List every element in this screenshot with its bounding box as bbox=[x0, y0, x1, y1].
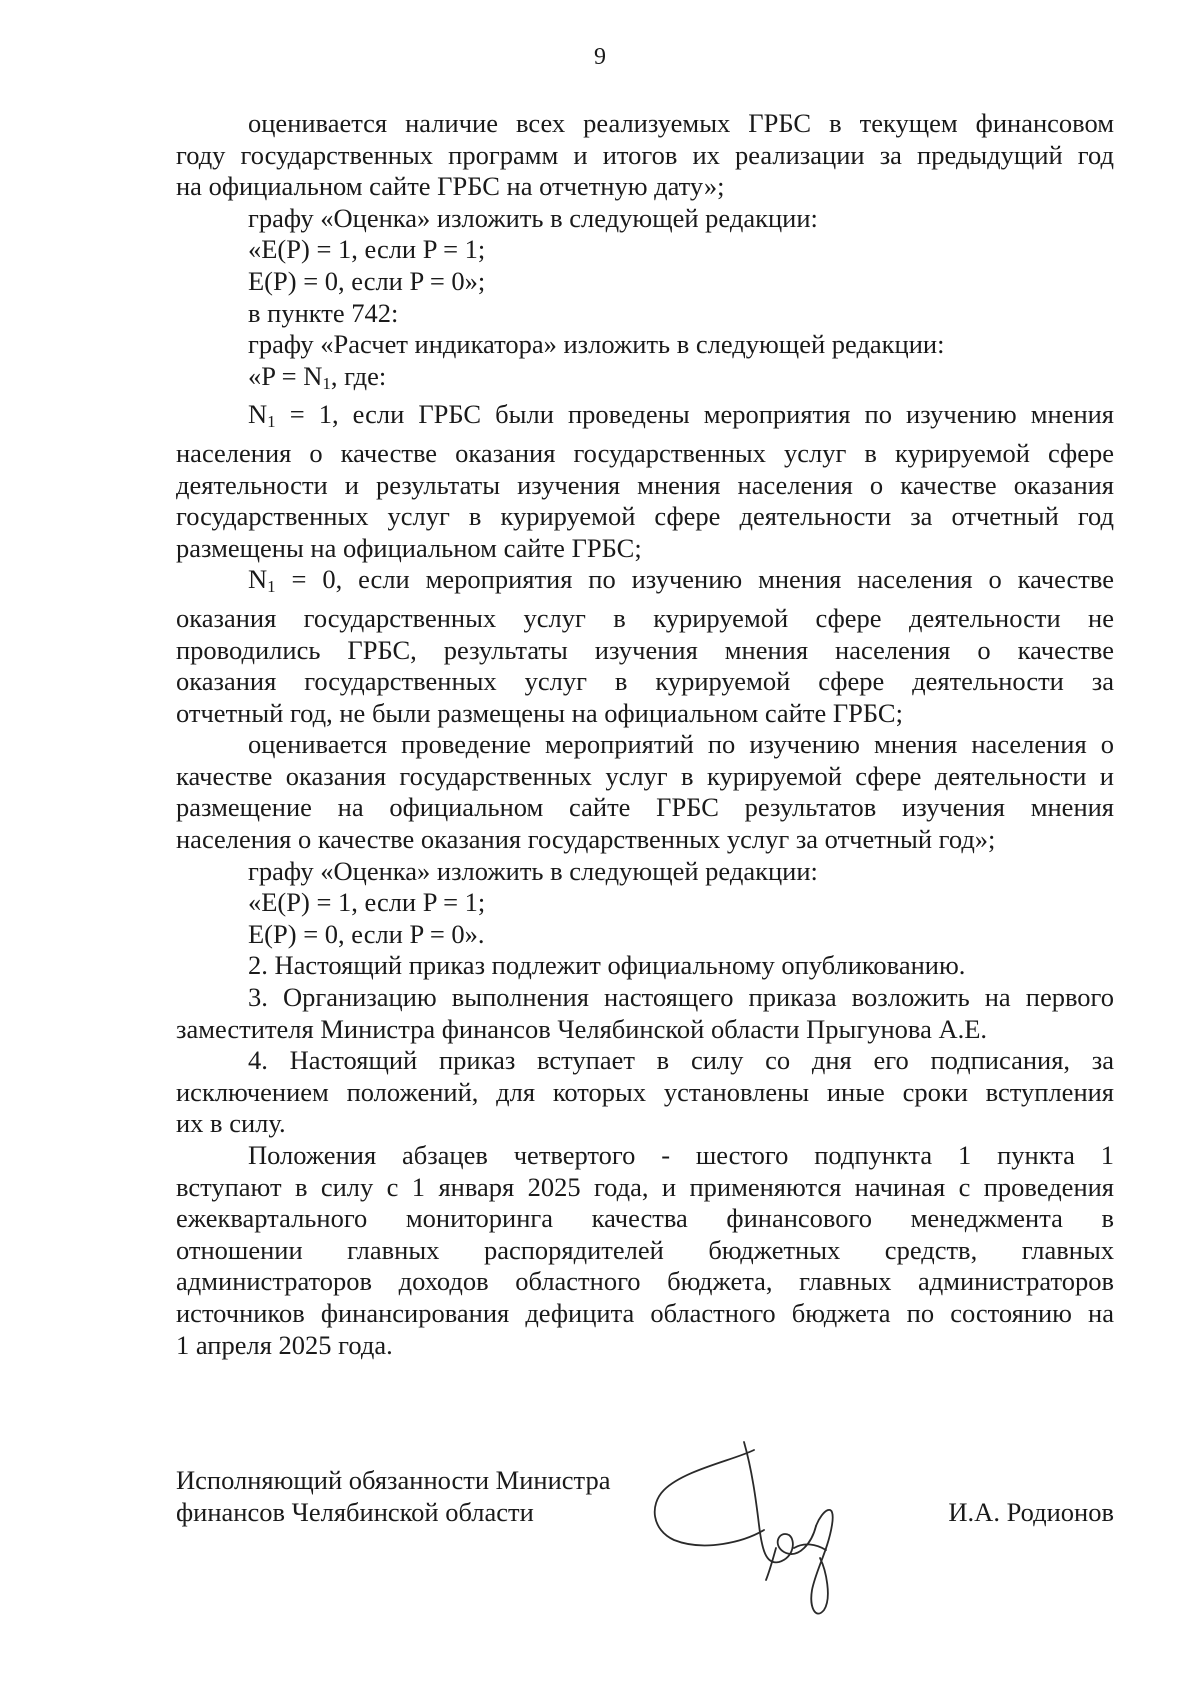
body-line: источников финансирования дефицита областного бюджета по состоянию на bbox=[176, 1297, 1114, 1328]
body-line: деятельности и результаты изучения мнения населения о качестве оказания bbox=[176, 469, 1114, 500]
body-line: населения о качестве оказания государственных услуг в курируемой сфере bbox=[176, 437, 1114, 468]
body-line: графу «Оценка» изложить в следующей редакции: bbox=[248, 855, 818, 886]
body-line: оказания государственных услуг в курируемой сфере деятельности не bbox=[176, 602, 1114, 633]
document-body bbox=[176, 108, 1114, 1361]
signer-position bbox=[176, 1464, 696, 1528]
formula-line bbox=[176, 361, 1114, 400]
body-line: 4. Настоящий приказ вступает в силу со дня его подписания, за bbox=[248, 1045, 1114, 1076]
subscript: 1 bbox=[267, 577, 276, 597]
formula-text: N bbox=[248, 399, 268, 430]
formula-line: «E(P) = 1, если P = 1; bbox=[248, 887, 486, 918]
body-line: отношении главных распорядителей бюджетных средств, главных bbox=[176, 1234, 1114, 1265]
formula-line: «E(P) = 1, если P = 1; bbox=[248, 234, 486, 265]
page-number: 9 bbox=[594, 44, 606, 70]
signer-name: И.А. Родионов bbox=[948, 1497, 1114, 1527]
body-line: государственных услуг в курируемой сфере деятельности за отчетный год bbox=[176, 501, 1114, 532]
body-line: Положения абзацев четвертого - шестого подпункта 1 пункта 1 bbox=[248, 1140, 1114, 1170]
formula-text: N bbox=[248, 564, 268, 595]
body-line: качестве оказания государственных услуг в курируемой сфере деятельности и bbox=[176, 760, 1114, 791]
body-line bbox=[176, 399, 1114, 438]
body-line bbox=[176, 564, 1114, 603]
body-line: 1 апреля 2025 года. bbox=[176, 1329, 393, 1360]
body-text: = 0, если мероприятия по изучению мнения населения о качестве bbox=[275, 564, 1114, 595]
body-line: оценивается проведение мероприятий по изучению мнения населения о bbox=[248, 729, 1114, 760]
body-line: заместителя Министра финансов Челябинской области Прыгунова А.Е. bbox=[176, 1013, 988, 1044]
body-line: размещение на официальном сайте ГРБС результатов изучения мнения bbox=[176, 792, 1114, 823]
body-line: размещены на официальном сайте ГРБС; bbox=[176, 532, 642, 563]
subscript: 1 bbox=[322, 373, 331, 393]
body-line: в пункте 742: bbox=[248, 297, 399, 328]
body-line: отчетный год, не были размещены на официальном сайте ГРБС; bbox=[176, 697, 903, 728]
body-line: проводились ГРБС, результаты изучения мнения населения о качестве bbox=[176, 634, 1114, 665]
body-line: на официальном сайте ГРБС на отчетную дату»; bbox=[176, 171, 725, 202]
body-line: оценивается наличие всех реализуемых ГРБС в текущем финансовом bbox=[248, 108, 1114, 138]
formula-text: , где: bbox=[330, 360, 387, 391]
body-line: администраторов доходов областного бюджета, главных администраторов bbox=[176, 1266, 1114, 1297]
body-line: ежеквартального мониторинга качества финансового менеджмента в bbox=[176, 1203, 1114, 1234]
body-line: населения о качестве оказания государственных услуг за отчетный год»; bbox=[176, 824, 996, 855]
body-line: 2. Настоящий приказ подлежит официальному опубликованию. bbox=[248, 950, 966, 981]
body-line: графу «Оценка» изложить в следующей редакции: bbox=[248, 202, 818, 233]
formula-text: «P = N bbox=[248, 360, 323, 391]
signer-position-line: Исполняющий обязанности Министра bbox=[176, 1465, 611, 1495]
formula-line: E(P) = 0, если P = 0». bbox=[248, 918, 485, 949]
body-text: = 1, если ГРБС были проведены мероприятия по изучению мнения bbox=[275, 399, 1114, 430]
subscript: 1 bbox=[267, 412, 276, 432]
body-line: исключением положений, для которых установлены иные сроки вступления bbox=[176, 1076, 1114, 1107]
signature-block bbox=[176, 1464, 1114, 1644]
signer-position-line: финансов Челябинской области bbox=[176, 1497, 534, 1527]
body-line: их в силу. bbox=[176, 1108, 286, 1139]
body-line: вступают в силу с 1 января 2025 года, и применяются начиная с проведения bbox=[176, 1171, 1114, 1202]
body-line: оказания государственных услуг в курируемой сфере деятельности за bbox=[176, 666, 1114, 697]
handwritten-signature bbox=[644, 1430, 874, 1630]
body-line: графу «Расчет индикатора» изложить в следующей редакции: bbox=[248, 329, 945, 360]
body-line: году государственных программ и итогов их реализации за предыдущий год bbox=[176, 139, 1114, 170]
formula-line: E(P) = 0, если P = 0»; bbox=[248, 265, 486, 296]
body-line: 3. Организацию выполнения настоящего приказа возложить на первого bbox=[248, 982, 1114, 1013]
